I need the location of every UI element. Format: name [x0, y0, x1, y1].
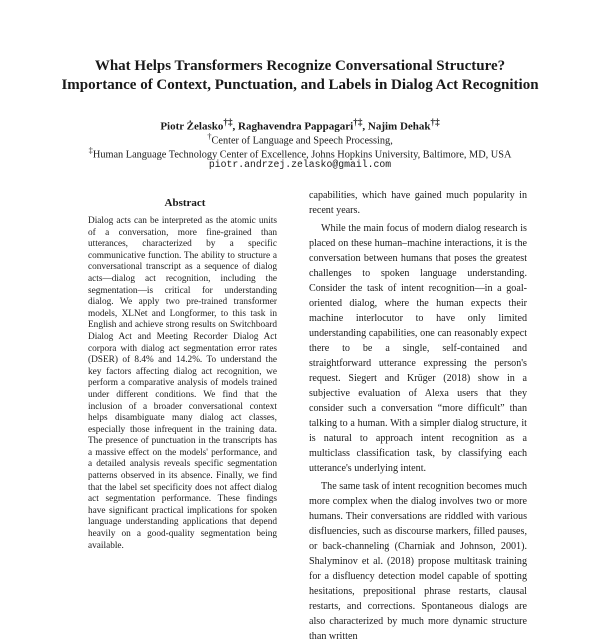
- abstract-body: Dialog acts can be interpreted as the atomic units of a conversation, more fine-grained than utterances, characterized by a specific communicative function. The ability to structure a conversational transcript as a sequence of dialog acts—dialog act recognition, including the segmentation—is critical for understanding dialog. We apply two pre-trained transformer models, XLNet and Longformer, to this task in English and achieve strong results on Switchboard Dialog Act and Meeting Recorder Dialog Act corpora with dialog act segmentation error rates (DSER) of 8.4% and 14.2%. To understand the key factors affecting dialog act recognition, we perform a comparative analysis of models trained under different conditions. We find that the inclusion of a broader conversational context helps disambiguate many dialog act classes, especially those infrequent in the training data. The presence of punctuation in the transcripts has a massive effect on the models' performance, and a detailed analysis reveals specific segmentation patterns observed in its absence. Finally, we find that the label set specificity does not affect dialog act segmentation performance. These findings have significant practical implications for spoken language understanding applications that depend heavily on a good-quality segmentation being available.: [88, 216, 277, 551]
- affiliation-text: Human Language Technology Center of Excellence, Johns Hopkins University, Baltimore, MD, USA: [92, 149, 512, 161]
- paragraph: capabilities, which have gained much popularity in recent years.: [309, 190, 527, 216]
- author-name: Raghavendra Pappagari: [238, 120, 354, 133]
- author-affiliation-marks: †‡: [223, 117, 233, 127]
- paragraph: While the main focus of modern dialog research is placed on these human–machine interactions, it is the conversation between humans that poses the greatest challenges to spoken language understanding. Consider the task of intent recognition—in a goal-oriented dialog, where the human expects their machine interlocutor to have only limited understanding capabilities, one can reasonably expect there to be a single, self-contained and straightforward utterance expressing the person's request. Siegert and Krüger (2018) show in a subjective evaluation of Alexa users that they consider such a conversation “more difficult” than talking to a human. With a simpler dialog structure, it is natural to approach intent recognition as a multiclass classification task, by classifying each utterance's underlying intent.: [309, 223, 527, 474]
- abstract-heading: Abstract: [164, 197, 206, 209]
- author-separator: ,: [232, 120, 239, 133]
- author-name: Piotr Żelasko: [160, 120, 224, 133]
- paragraph: The same task of intent recognition becomes much more complex when the dialog involves two or more humans. Their conversations are riddled with various disfluencies, such as discourse markers, filled pauses, or back-channeling (Charniak and Johnson, 2001). Shalyminov et al. (2018) propose multitask training for a disfluency detection model capable of spotting hesitations, prepositional phrase restarts, clausal restarts, and corrections. Spontaneous dialogs are also characterized by much more dynamic structure than written: [309, 481, 527, 642]
- author-name: Najim Dehak: [367, 120, 431, 133]
- title-line-1: What Helps Transformers Recognize Conversational Structure?: [94, 58, 506, 74]
- right-column-body: [309, 188, 527, 642]
- author-separator: ,: [362, 120, 368, 133]
- affiliation-text: Center of Language and Speech Processing,: [211, 135, 393, 147]
- affiliation-mark: †: [207, 131, 212, 141]
- title-line-2: Importance of Context, Punctuation, and Labels in Dialog Act Recognition: [61, 77, 539, 93]
- author-affiliation-marks: †‡: [353, 117, 363, 127]
- author-email: piotr.andrzej.zelasko@gmail.com: [208, 159, 392, 170]
- affiliation-mark: ‡: [88, 145, 93, 155]
- author-affiliation-marks: †‡: [430, 117, 440, 127]
- paper-title: [40, 57, 560, 95]
